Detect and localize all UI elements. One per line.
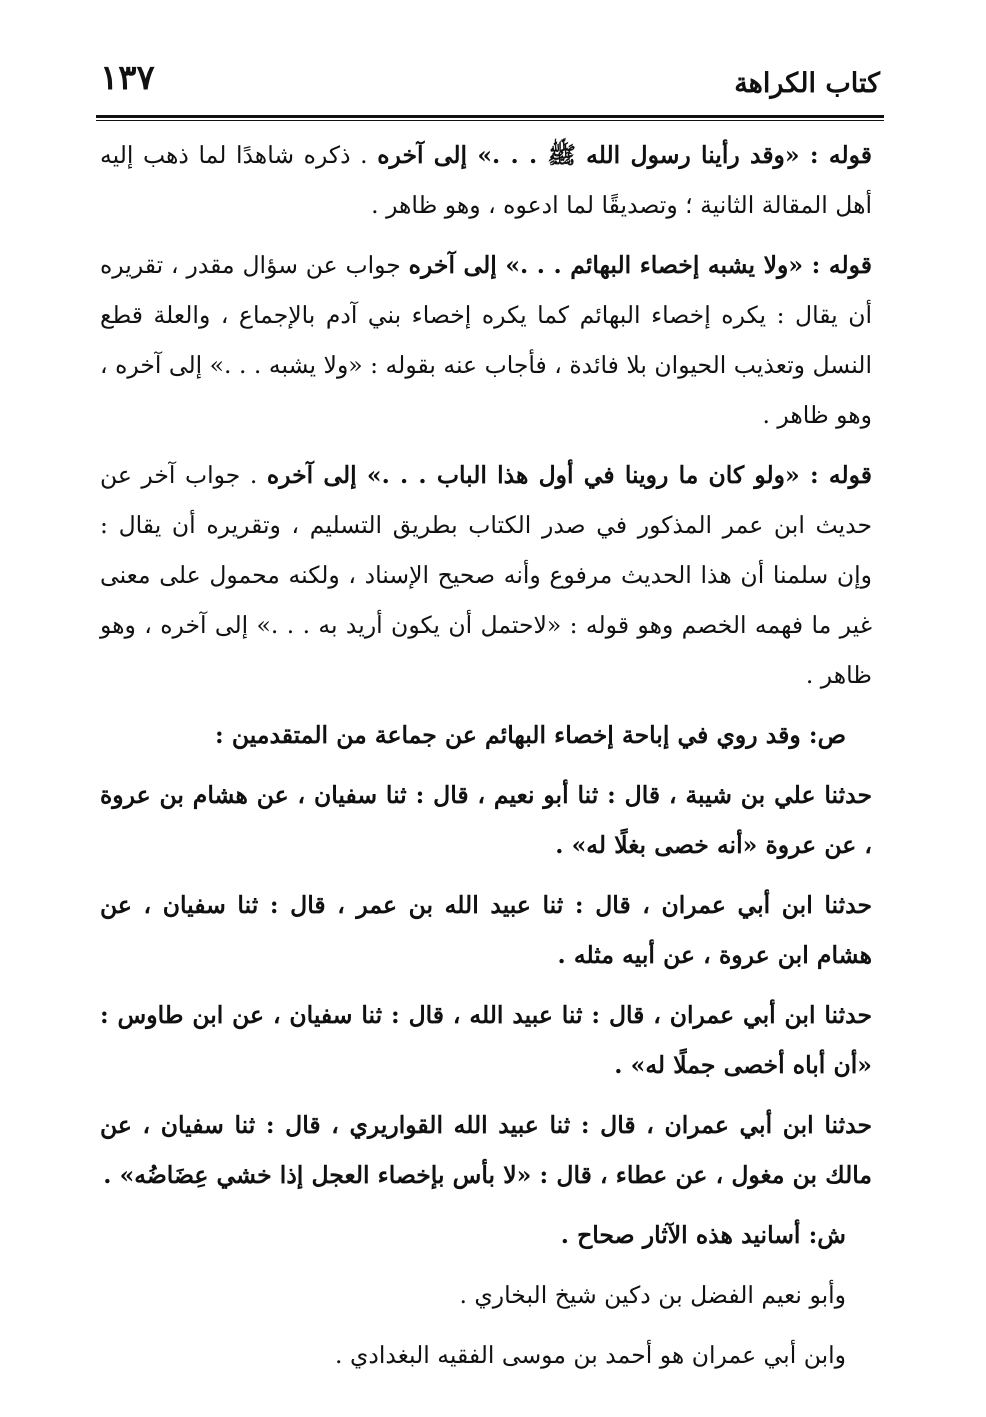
commentary-paragraph xyxy=(100,450,872,700)
narration: حدثنا علي بن شيبة ، قال : ثنا أبو نعيم ، قال : ثنا سفيان ، عن هشام بن عروة ، عن عروة «أنه خصى بغلًا له» . xyxy=(100,781,872,859)
header-rule-thin xyxy=(96,120,884,121)
sharh-line: وابن أبي عمران هو أحمد بن موسى الفقيه البغدادي . xyxy=(335,1341,846,1369)
commentary-paragraph xyxy=(100,240,872,440)
paragraph-text: . جواب آخر عن حديث ابن عمر المذكور في صدر الكتاب بطريق التسليم ، وتقريره أن يقال : وإن سلمنا أن هذا الحديث مرفوع وأنه صحيح الإسناد ، ولكنه محمول على معنى غير ما فهمه الخصم وهو قوله : «لاحتمل أن يكون أريد به . . .» إلى آخره ، وهو ظاهر . xyxy=(100,461,873,689)
sharh-line: وأبو نعيم الفضل بن دكين شيخ البخاري . xyxy=(459,1281,846,1309)
matn-heading: ص: وقد روي في إباحة إخصاء البهائم عن جماعة من المتقدمين : xyxy=(215,721,846,749)
quoted-phrase: قوله : «ولا يشبه إخصاء البهائم . . .» إلى آخره xyxy=(408,251,872,279)
quoted-phrase: قوله : «وقد رأينا رسول الله ﷺ . . .» إلى آخره xyxy=(377,141,872,169)
narration: حدثنا ابن أبي عمران ، قال : ثنا عبيد الله ، قال : ثنا سفيان ، عن ابن طاوس : «أن أباه أخصى جملًا له» . xyxy=(100,1001,872,1079)
paragraph-text: جواب عن سؤال مقدر ، تقريره أن يقال : يكره إخصاء البهائم كما يكره إخصاء بني آدم بالإجماع ، والعلة قطع النسل وتعذيب الحيوان بلا فائدة ، فأجاب عنه بقوله : «ولا يشبه . . .» إلى آخره ، وهو ظاهر . xyxy=(100,251,872,429)
page-number: ١٣٧ xyxy=(100,58,155,98)
sharh-heading: ش: أسانيد هذه الآثار صحاح . xyxy=(560,1221,846,1249)
narration: حدثنا ابن أبي عمران ، قال : ثنا عبيد الله بن عمر ، قال : ثنا سفيان ، عن هشام ابن عروة ، عن أبيه مثله . xyxy=(100,891,872,969)
page-body xyxy=(100,130,872,1390)
quoted-phrase: قوله : «ولو كان ما روينا في أول هذا الباب . . .» إلى آخره xyxy=(266,461,872,489)
paragraph-text: . ذكره شاهدًا لما ذهب إليه أهل المقالة الثانية ؛ وتصديقًا لما ادعوه ، وهو ظاهر . xyxy=(100,141,872,219)
chapter-title: كتاب الكراهة xyxy=(734,68,880,99)
page-header xyxy=(100,58,882,110)
header-rule xyxy=(96,115,884,118)
narration: حدثنا ابن أبي عمران ، قال : ثنا عبيد الله القواريري ، قال : ثنا سفيان ، عن مالك بن مغول ، عن عطاء ، قال : «لا بأس بإخصاء العجل إذا خشي عِضَاضُه» . xyxy=(100,1111,872,1189)
commentary-paragraph xyxy=(100,130,872,230)
